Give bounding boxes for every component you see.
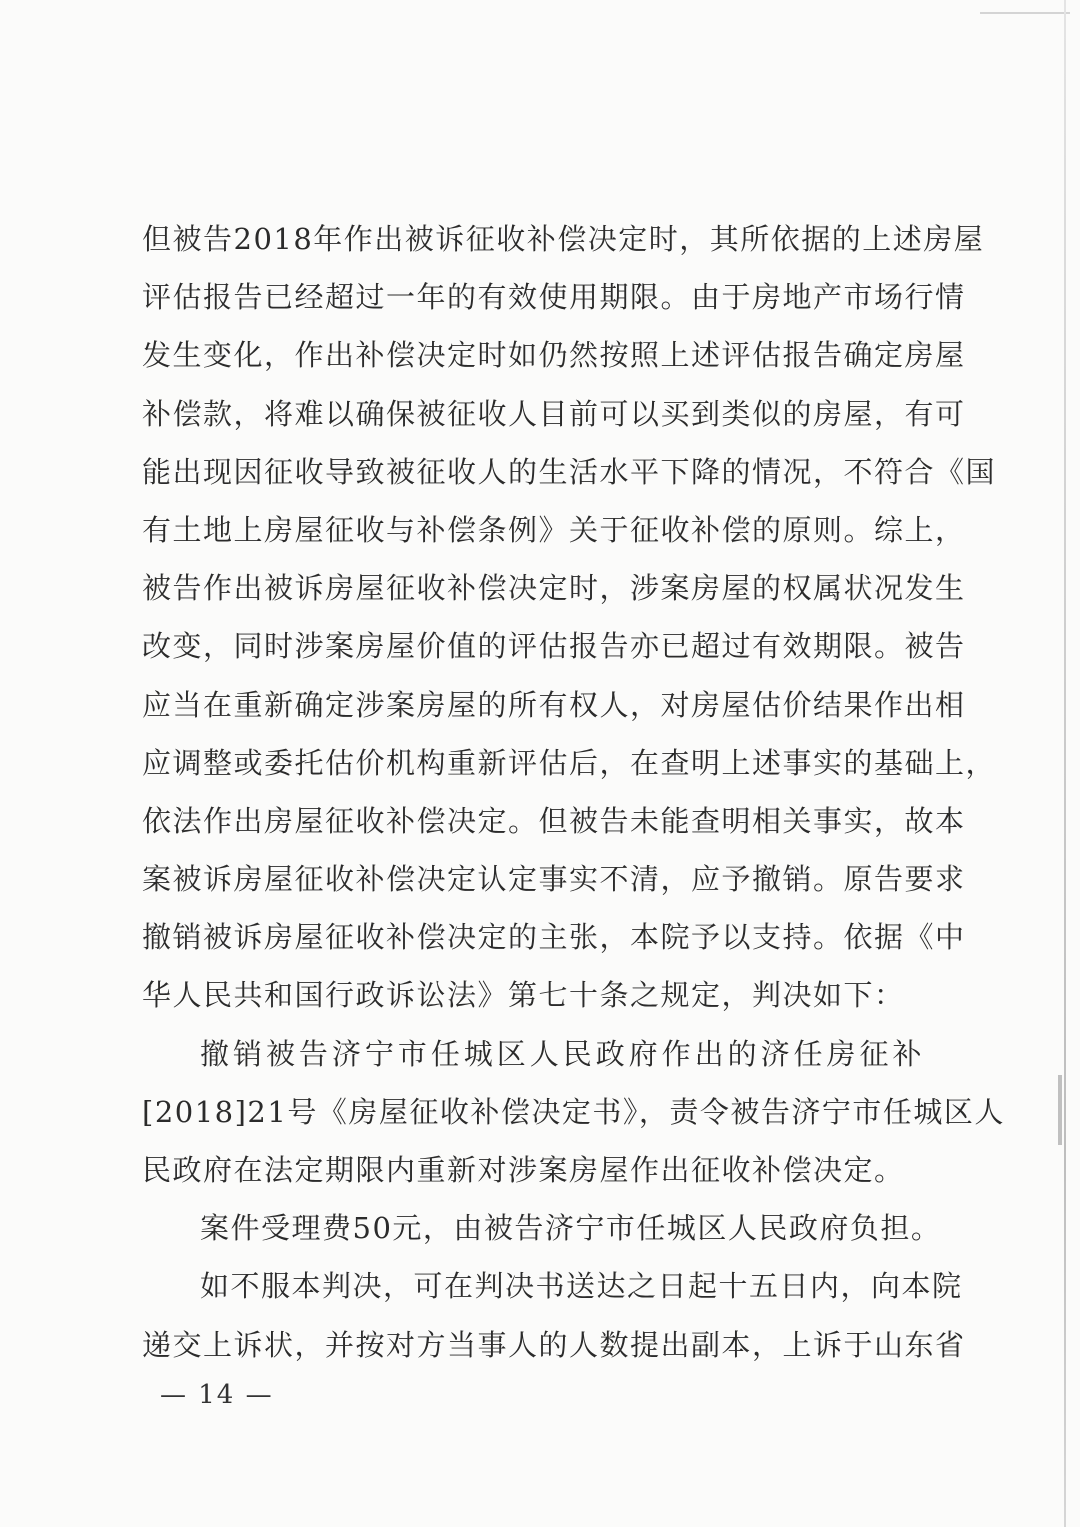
text-line: 但被告2018年作出被诉征收补偿决定时，其所依据的上述房屋 [142, 222, 985, 256]
judgment-body [142, 210, 1005, 1374]
text-line: 案件受理费50元，由被告济宁市任城区人民政府负担。 [200, 1211, 942, 1246]
text-line: 补偿款，将难以确保被征收人目前可以买到类似的房屋，有可 [142, 396, 966, 431]
text-line: 能出现因征收导致被征收人的生活水平下降的情况，不符合《国 [142, 454, 997, 489]
text-line: 被告作出被诉房屋征收补偿决定时，涉案房屋的权属状况发生 [142, 571, 966, 606]
text-line: 如不服本判决，可在判决书送达之日起十五日内，向本院 [200, 1269, 963, 1304]
page-number: — 14 — [160, 1380, 274, 1410]
text-line: 应调整或委托估价机构重新评估后，在查明上述事实的基础上， [142, 745, 997, 780]
text-line: 撤销被诉房屋征收补偿决定的主张，本院予以支持。依据《中 [142, 920, 966, 955]
text-line: 改变，同时涉案房屋价值的评估报告亦已超过有效期限。被告 [142, 629, 966, 664]
text-line: 应当在重新确定涉案房屋的所有权人，对房屋估价结果作出相 [142, 687, 966, 722]
text-line: 撤销被告济宁市任城区人民政府作出的济任房征补 [200, 1036, 923, 1071]
scan-edge-right [1064, 0, 1066, 1527]
text-line: [2018]21号《房屋征收补偿决定书》，责令被告济宁市任城区人 [142, 1094, 1005, 1129]
scan-mark [1058, 1075, 1062, 1145]
scan-edge-top [980, 12, 1070, 14]
text-line: 评估报告已经超过一年的有效使用期限。由于房地产市场行情 [142, 280, 966, 315]
text-line: 依法作出房屋征收补偿决定。但被告未能查明相关事实，故本 [142, 803, 966, 838]
text-line: 案被诉房屋征收补偿决定认定事实不清，应予撤销。原告要求 [142, 862, 966, 897]
text-line: 民政府在法定期限内重新对涉案房屋作出征收补偿决定。 [142, 1153, 905, 1187]
text-line: 有土地上房屋征收与补偿条例》关于征收补偿的原则。综上， [142, 512, 966, 547]
text-line: 华人民共和国行政诉讼法》第七十条之规定，判决如下： [142, 978, 905, 1013]
text-line: 递交上诉状，并按对方当事人的人数提出副本，上诉于山东省 [142, 1327, 966, 1362]
text-line: 发生变化，作出补偿决定时如仍然按照上述评估报告确定房屋 [142, 338, 966, 373]
